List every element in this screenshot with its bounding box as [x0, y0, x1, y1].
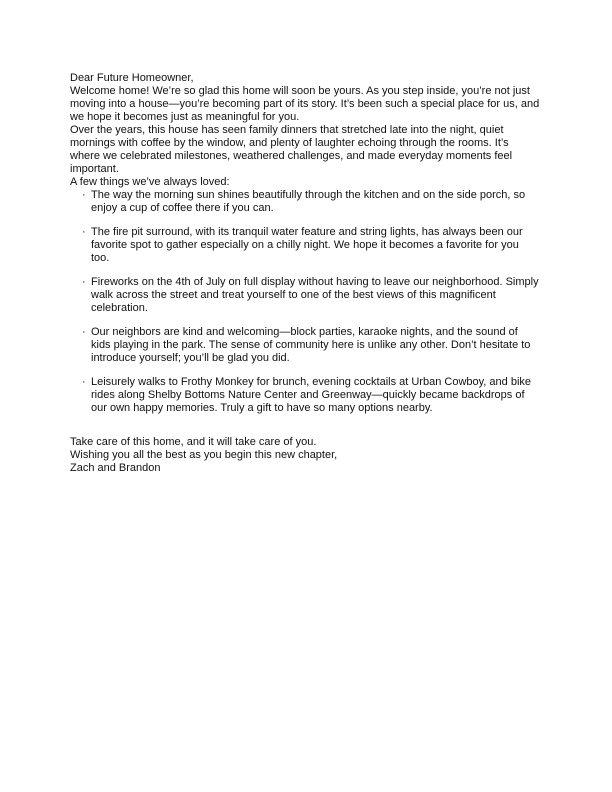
closing-line-take-care: Take care of this home, and it will take care of you.	[70, 436, 317, 448]
list-item-fire-pit	[70, 226, 540, 265]
salutation: Dear Future Homeowner,	[70, 72, 194, 84]
list-item-nearby-spots	[70, 376, 540, 415]
list-item-text: Our neighbors are kind and welcoming—block parties, karaoke nights, and the sound of kids playing in the park. The sense of community here is unlike any other. Don’t hesitate to introduce yourself; you’ll be glad you did.	[91, 326, 531, 364]
list-item-text: Fireworks on the 4th of July on full display without having to leave our neighborhood. Simply walk across the street and treat yourself to one of the best views of this magnificent celebration.	[91, 276, 539, 314]
list-item-morning-sun	[70, 189, 540, 215]
paragraph-over-the-years: Over the years, this house has seen family dinners that stretched late into the night, quiet mornings with coffee by the window, and plenty of laughter echoing through the rooms. It’s where we celebrated milestones, weathered challenges, and made everyday moments feel important.	[70, 124, 513, 175]
bullet-icon: ·	[82, 226, 86, 238]
list-item-neighbors	[70, 326, 540, 365]
list-item-text: The way the morning sun shines beautifully through the kitchen and on the side porch, so enjoy a cup of coffee there if you can.	[91, 189, 526, 214]
closing-line-wishing: Wishing you all the best as you begin this new chapter,	[70, 449, 338, 461]
bullet-icon: ·	[82, 189, 86, 201]
list-item-fireworks	[70, 276, 540, 315]
list-item-text: The fire pit surround, with its tranquil water feature and string lights, has always been our favorite spot to gather especially on a chilly night. We hope it becomes a favorite for you too.	[91, 226, 523, 264]
paragraph-welcome: Welcome home! We’re so glad this home will soon be yours. As you step inside, you’re not just moving into a house—you’re becoming part of its story. It’s been such a special place for us, and we hope it becomes just as meaningful for you.	[70, 85, 540, 123]
list-item-text: Leisurely walks to Frothy Monkey for brunch, evening cocktails at Urban Cowboy, and bike rides along Shelby Bottoms Nature Center and Greenway—quickly became backdrops of our own happy memories. Truly a gift to have so many options nearby.	[91, 376, 532, 414]
bullet-icon: ·	[82, 376, 86, 388]
signature: Zach and Brandon	[70, 462, 161, 474]
bullet-icon: ·	[82, 326, 86, 338]
highlights-list	[70, 189, 540, 415]
list-intro: A few things we’ve always loved:	[70, 176, 230, 188]
bullet-icon: ·	[82, 276, 86, 288]
